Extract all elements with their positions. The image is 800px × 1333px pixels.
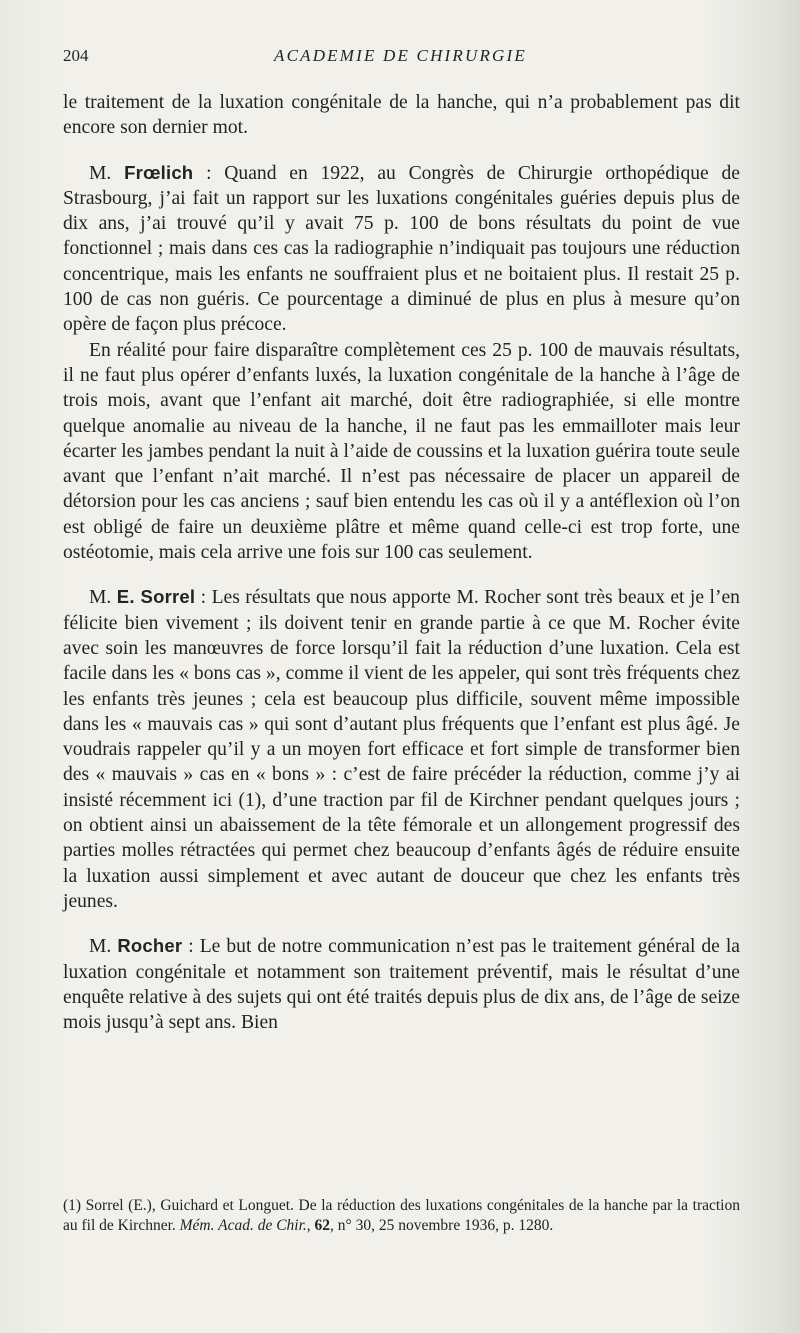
footnote: (1) Sorrel (E.), Guichard et Longuet. De la réduction des luxations congénitales de la hanche par la traction au fil de Kirchner. Mém. Acad. de Chir., 62, n° 30, 25 novembre 1936, p. 1280.: [63, 1197, 740, 1234]
paragraph-continuation: [63, 90, 740, 141]
speaker-name: Rocher: [117, 935, 183, 957]
footnote-volume: 62: [314, 1216, 331, 1234]
footnote-citation: , n° 30, 25 novembre 1936, p. 1280.: [330, 1216, 554, 1234]
paragraph-sorrel: [63, 584, 740, 914]
paragraph-text: le traitement de la luxation congénitale de la hanche, qui n’a probablement pas dit encore son dernier mot.: [63, 92, 740, 139]
paragraph-text: : Quand en 1922, au Congrès de Chirurgie orthopédique de Strasbourg, j’ai fait un rapport sur les luxations congénitales guéries depuis plus de dix ans, j’ai trouvé qu’il y avait 75 p. 100 de bons résultats du point de vue fonctionnel ; mais dans ces cas la radiographie n’indiquait pas toujours une réduction concentrique, mais les enfants ne souffraient plus et ne boitaient plus. Il restait 25 p. 100 de cas non guéris. Ce pourcentage a diminué de plus en plus à mesure qu’on opère de façon plus précoce.: [63, 162, 740, 336]
body-text: [63, 90, 740, 1035]
running-title: ACADEMIE DE CHIRURGIE: [274, 46, 527, 65]
page-number: 204: [63, 46, 89, 65]
paragraph-froelich-continued: [63, 338, 740, 566]
footnote-text: (1) Sorrel (E.), Guichard et Longuet. De la réduction des luxations congénitales de la hanche par la traction au fil de Kirchner.: [63, 1197, 740, 1234]
page-header: [63, 46, 738, 72]
footnote-journal: Mém. Acad. de Chir.: [179, 1216, 307, 1234]
paragraph-text: : Le but de notre communication n’est pas le traitement général de la luxation congénitale et notamment son traitement préventif, mais le résultat d’une enquête relative à des sujets qui ont été traités depuis plus de dix ans, de l’âge de seize mois jusqu’à sept ans. Bien: [63, 936, 740, 1034]
speaker-name: Frœlich: [124, 161, 194, 183]
speaker-prefix: M.: [89, 162, 112, 184]
paragraph-text: : Les résultats que nous apporte M. Rocher sont très beaux et je l’en félicite bien vivement ; ils doivent tenir en grande partie à ce que M. Rocher évite avec soin les manœuvres de force lorsqu’il fait la réduction d’une luxation. Cela est facile dans les « bons cas », comme il vient de les appeler, qui sont très fréquents chez les enfants très jeunes ; cela est beaucoup plus difficile, souvent même impossible dans les « mauvais cas » qui sont d’autant plus fréquents que l’enfant est plus âgé. Je voudrais rappeler qu’il y a un moyen fort efficace et fort simple de transformer bien des « mauvais » cas en « bons » : c’est de faire précéder la réduction, comme j’y ai insisté récemment ici (1), d’une traction par fil de Kirchner pendant quelques jours ; on obtient ainsi un abaissement de la tête fémorale et un allongement progressif des parties molles rétractées qui permet chez beaucoup d’enfants âgés de réduire ensuite la luxation aussi simplement et avec autant de douceur que chez les enfants très jeunes.: [63, 587, 740, 912]
paragraph-text: En réalité pour faire disparaître complètement ces 25 p. 100 de mauvais résultats, il ne faut plus opérer d’enfants luxés, la luxation congénitale de la hanche à l’âge de trois mois, avant que l’enfant ait marché, doit être radiographiée, si elle montre quelque anomalie au niveau de la hanche, il ne faut pas les emmailloter mais leur écarter les jambes pendant la nuit à l’aide de coussins et la luxation guérira toute seule avant que l’enfant n’ait marché. Il n’est pas nécessaire de placer un appareil de détorsion pour les cas anciens ; sauf bien entendu les cas où il y a antéflexion où l’on est obligé de faire un deuxième plâtre et même quand celle-ci est trop forte, une ostéotomie, mais cela arrive une fois sur 100 cas seulement.: [63, 339, 740, 564]
speaker-prefix: M.: [89, 936, 112, 958]
speaker-name: E. Sorrel: [116, 586, 196, 608]
paragraph-froelich: [63, 160, 740, 338]
speaker-prefix: M.: [89, 587, 112, 609]
paragraph-rocher: [63, 933, 740, 1035]
